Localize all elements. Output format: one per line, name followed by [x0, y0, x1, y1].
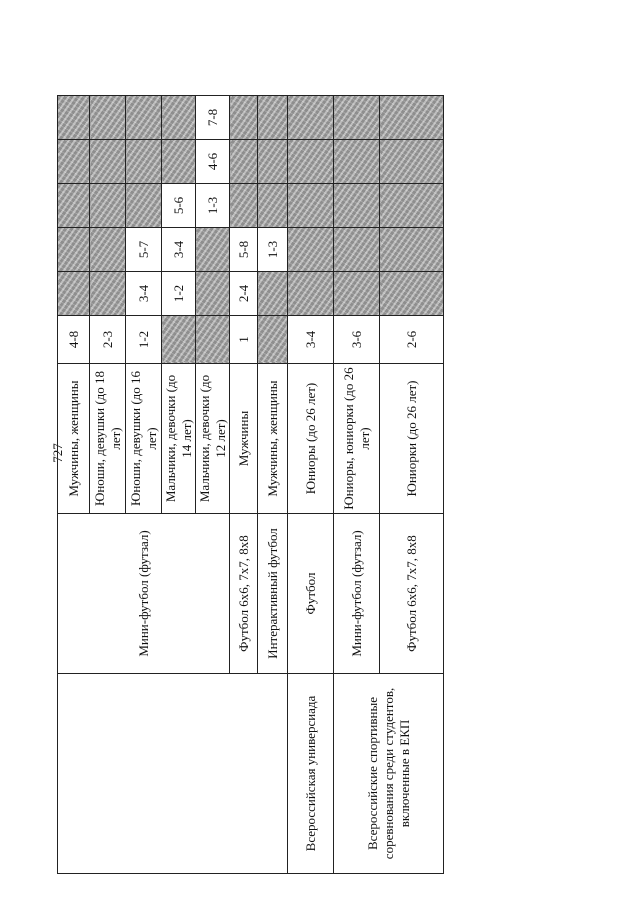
rank-cell-shaded	[58, 184, 90, 228]
rank-cell-shaded	[58, 228, 90, 272]
rank-cell-shaded	[196, 228, 230, 272]
rank-cell: 5-6	[162, 184, 196, 228]
rank-cell: 3-6	[334, 316, 380, 364]
rank-cell-shaded	[196, 316, 230, 364]
rank-cell-shaded	[288, 96, 334, 140]
rank-cell-shaded	[288, 184, 334, 228]
rank-cell-shaded	[58, 96, 90, 140]
group-cell: Мальчики, девочки (до 12 лет)	[196, 364, 230, 514]
rank-cell: 7-8	[196, 96, 230, 140]
event-cell: Всероссийская универсиада	[288, 674, 334, 874]
rank-cell-shaded	[90, 96, 126, 140]
page-number: 727	[50, 443, 65, 463]
rank-cell-shaded	[380, 228, 444, 272]
rank-cell-shaded	[288, 228, 334, 272]
rank-cell: 1-2	[162, 272, 196, 316]
rank-cell-shaded	[90, 184, 126, 228]
rank-cell: 1-3	[196, 184, 230, 228]
sports-rank-table	[57, 95, 444, 874]
rank-cell-shaded	[334, 228, 380, 272]
rank-cell-shaded	[334, 184, 380, 228]
rank-cell-shaded	[126, 140, 162, 184]
group-cell: Юноши, девушки (до 16 лет)	[126, 364, 162, 514]
table-row	[334, 96, 380, 874]
rank-cell-shaded	[380, 272, 444, 316]
rank-cell-shaded	[162, 316, 196, 364]
rank-cell: 4-8	[58, 316, 90, 364]
rank-cell: 5-7	[126, 228, 162, 272]
rank-cell-shaded	[288, 272, 334, 316]
rank-cell-shaded	[162, 140, 196, 184]
group-cell: Юниоры, юниорки (до 26 лет)	[334, 364, 380, 514]
rank-cell: 1-2	[126, 316, 162, 364]
rank-cell-shaded	[90, 140, 126, 184]
rank-cell-shaded	[126, 96, 162, 140]
rank-cell-shaded	[90, 228, 126, 272]
rank-cell-shaded	[230, 184, 258, 228]
rank-cell: 4-6	[196, 140, 230, 184]
rank-cell-shaded	[90, 272, 126, 316]
rank-cell-shaded	[334, 96, 380, 140]
rank-cell-shaded	[334, 272, 380, 316]
rank-cell: 2-3	[90, 316, 126, 364]
table-row	[58, 96, 90, 874]
rank-cell: 5-8	[230, 228, 258, 272]
rank-cell-shaded	[58, 272, 90, 316]
group-cell: Юноши, девушки (до 18 лет)	[90, 364, 126, 514]
group-cell: Юниоры (до 26 лет)	[288, 364, 334, 514]
rank-cell-shaded	[258, 184, 288, 228]
sport-cell: Мини-футбол (футзал)	[334, 514, 380, 674]
event-cell-empty	[58, 674, 288, 874]
group-cell: Мужчины	[230, 364, 258, 514]
rank-cell-shaded	[258, 96, 288, 140]
sport-cell: Мини-футбол (футзал)	[58, 514, 230, 674]
rank-cell: 3-4	[126, 272, 162, 316]
rank-cell-shaded	[288, 140, 334, 184]
rank-cell-shaded	[230, 140, 258, 184]
group-cell: Мужчины, женщины	[58, 364, 90, 514]
sport-cell: Футбол	[288, 514, 334, 674]
rank-cell-shaded	[196, 272, 230, 316]
rank-cell-shaded	[162, 96, 196, 140]
rotated-table-sheet	[57, 96, 435, 874]
group-cell: Мужчины, женщины	[258, 364, 288, 514]
rank-cell-shaded	[380, 184, 444, 228]
rank-cell-shaded	[258, 272, 288, 316]
rank-cell: 1	[230, 316, 258, 364]
rank-cell: 3-4	[162, 228, 196, 272]
group-cell: Юниорки (до 26 лет)	[380, 364, 444, 514]
sport-cell: Футбол 6х6, 7х7, 8х8	[230, 514, 258, 674]
rank-cell-shaded	[126, 184, 162, 228]
rank-cell: 3-4	[288, 316, 334, 364]
sport-cell: Футбол 6х6, 7х7, 8х8	[380, 514, 444, 674]
rank-cell-shaded	[258, 316, 288, 364]
sport-cell: Интерактивный футбол	[258, 514, 288, 674]
rank-cell-shaded	[258, 140, 288, 184]
rank-cell-shaded	[58, 140, 90, 184]
rank-cell: 1-3	[258, 228, 288, 272]
rank-cell-shaded	[380, 96, 444, 140]
rank-cell-shaded	[230, 96, 258, 140]
rank-cell: 2-4	[230, 272, 258, 316]
group-cell: Мальчики, девочки (до 14 лет)	[162, 364, 196, 514]
rank-cell: 2-6	[380, 316, 444, 364]
event-cell: Всероссийские спортивные соревнования среди студентов, включенные в ЕКП	[334, 674, 444, 874]
rank-cell-shaded	[334, 140, 380, 184]
rank-cell-shaded	[380, 140, 444, 184]
table-row	[288, 96, 334, 874]
